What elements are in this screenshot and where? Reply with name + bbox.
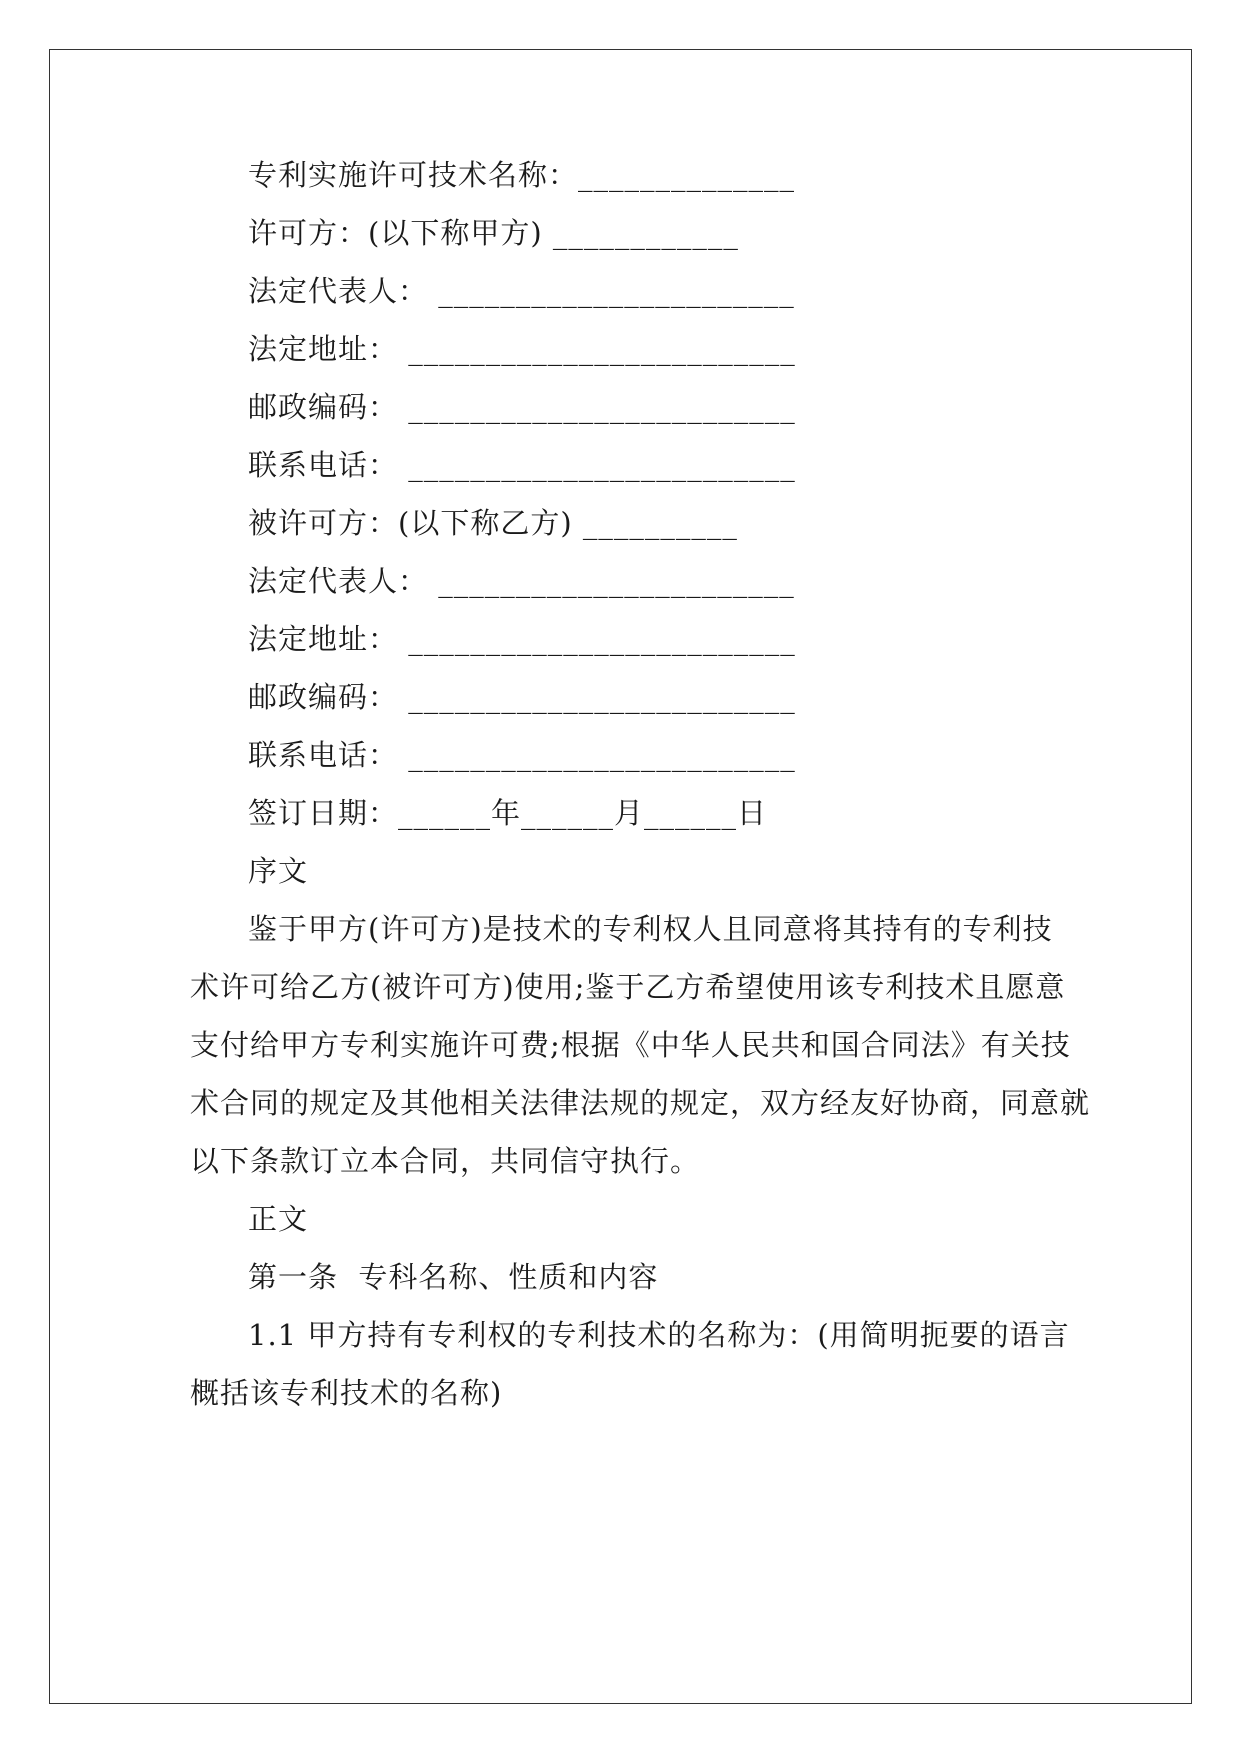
clause-1-1-line: 1.1 甲方持有专利权的专利技术的名称为：(用简明扼要的语言	[248, 1318, 1070, 1352]
preface-paragraph-line: 术合同的规定及其他相关法律法规的规定，双方经友好协商，同意就	[190, 1086, 1091, 1120]
preface-paragraph-line: 支付给甲方专利实施许可费;根据《中华人民共和国合同法》有关技	[190, 1028, 1071, 1062]
field-licensee-postcode: 邮政编码： _________________________	[248, 680, 796, 714]
field-licensee: 被许可方：(以下称乙方) __________	[248, 506, 738, 540]
body-heading: 正文	[248, 1202, 309, 1236]
field-tech-name: 专利实施许可技术名称：______________	[248, 158, 796, 192]
preface-paragraph-line: 以下条款订立本合同，共同信守执行。	[190, 1144, 701, 1178]
preface-paragraph-line: 术许可给乙方(被许可方)使用;鉴于乙方希望使用该专利技术且愿意	[190, 970, 1066, 1004]
preface-paragraph-line: 鉴于甲方(许可方)是技术的专利权人且同意将其持有的专利技	[248, 912, 1053, 946]
field-licensee-address: 法定地址： _________________________	[248, 622, 796, 656]
article-1-title: 第一条 专科名称、性质和内容	[248, 1260, 659, 1294]
field-licensor-representative: 法定代表人： _______________________	[248, 274, 795, 308]
field-licensor: 许可方：(以下称甲方) ____________	[248, 216, 739, 250]
field-signing-date: 签订日期：______年______月______日	[248, 796, 768, 830]
preface-heading: 序文	[248, 854, 309, 888]
field-licensor-postcode: 邮政编码： _________________________	[248, 390, 796, 424]
field-licensee-phone: 联系电话： _________________________	[248, 738, 796, 772]
clause-1-1-line: 概括该专利技术的名称)	[190, 1376, 503, 1410]
field-licensee-representative: 法定代表人： _______________________	[248, 564, 795, 598]
field-licensor-address: 法定地址： _________________________	[248, 332, 796, 366]
field-licensor-phone: 联系电话： _________________________	[248, 448, 796, 482]
